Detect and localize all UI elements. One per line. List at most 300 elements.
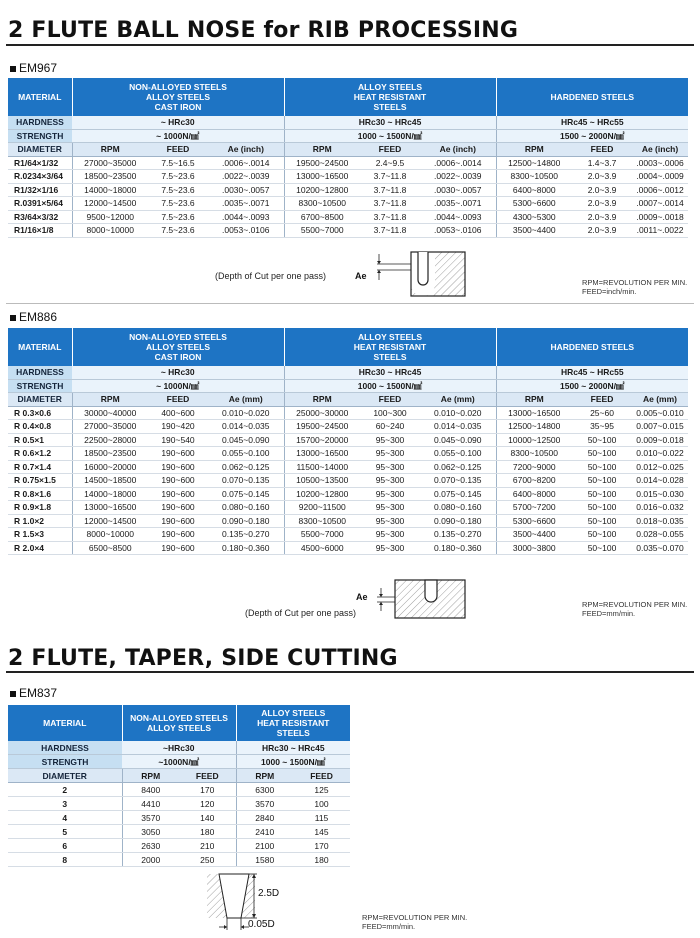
- table-cell: 0.070~0.135: [208, 474, 284, 488]
- table-cell: 1.4~3.7: [572, 156, 632, 170]
- table-cell: 9200~11500: [284, 501, 360, 515]
- diameter-cell: R 0.5×1: [8, 433, 72, 447]
- section1-title: 2 FLUTE BALL NOSE for RIB PROCESSING: [8, 18, 519, 43]
- table-cell: .0006~.0012: [632, 183, 688, 197]
- hardness-value: ~ HRc30: [72, 116, 284, 129]
- section2-note: [582, 600, 687, 618]
- table-cell: 0.010~0.020: [420, 406, 496, 420]
- section1-note: [582, 278, 687, 296]
- hardness-row: [8, 741, 350, 755]
- table-cell: 6700~8500: [284, 210, 360, 224]
- table-cell: 50~100: [572, 447, 632, 461]
- table-cell: 6400~8000: [496, 183, 572, 197]
- table-cell: 95~300: [360, 487, 420, 501]
- diameter-cell: R 0.4×0.8: [8, 420, 72, 434]
- table-cell: 7.5~23.6: [148, 224, 208, 238]
- hardness-label: HARDNESS: [8, 741, 122, 755]
- table-cell: 2.4~9.5: [360, 156, 420, 170]
- column-header: RPM: [284, 393, 360, 407]
- material-label: MATERIAL: [8, 78, 72, 116]
- table-cell: 5500~7000: [284, 224, 360, 238]
- table-cell: 3.7~11.8: [360, 183, 420, 197]
- section1-rule: [6, 44, 694, 46]
- material-group-line: ALLOY STEELS: [145, 342, 211, 352]
- material-group-0: [122, 705, 236, 741]
- table-row: [8, 420, 688, 434]
- hardness-label: HARDNESS: [8, 366, 72, 379]
- table-cell: 170: [179, 783, 236, 797]
- table-cell: 3500~4400: [496, 528, 572, 542]
- table-row: [8, 156, 688, 170]
- table-cell: 5700~7200: [496, 501, 572, 515]
- table-cell: 4410: [122, 797, 179, 811]
- table-row: [8, 783, 350, 797]
- section1-model: [10, 61, 57, 75]
- column-header: FEED: [360, 143, 420, 157]
- material-group-1: [284, 328, 496, 366]
- section1-ae-label: Ae: [355, 271, 367, 281]
- strength-row: [8, 129, 688, 143]
- table-cell: 0.028~0.055: [632, 528, 688, 542]
- table-row: [8, 170, 688, 184]
- table-cell: .0035~.0071: [420, 197, 496, 211]
- table-cell: 10200~12800: [284, 183, 360, 197]
- strength-row: [8, 379, 688, 393]
- table-cell: 0.009~0.018: [632, 433, 688, 447]
- strength-value: 1000 ~ 1500N/㎟: [284, 129, 496, 143]
- column-header: FEED: [148, 143, 208, 157]
- table-cell: 2410: [236, 825, 293, 839]
- diameter-cell: R 1.5×3: [8, 528, 72, 542]
- table-cell: 50~100: [572, 514, 632, 528]
- table-cell: 115: [293, 811, 350, 825]
- table-cell: 27000~35000: [72, 420, 148, 434]
- table-cell: 14000~18000: [72, 183, 148, 197]
- material-group-line: HEAT RESISTANT: [353, 92, 427, 102]
- hardness-value: HRc30 ~ HRc45: [284, 116, 496, 129]
- diameter-cell: R1/16×1/8: [8, 224, 72, 238]
- table-cell: 6400~8000: [496, 487, 572, 501]
- material-group-line: STEELS: [276, 728, 310, 738]
- table-cell: .0009~.0018: [632, 210, 688, 224]
- material-group-0: [72, 78, 284, 116]
- column-header: Ae (inch): [632, 143, 688, 157]
- table-cell: 0.055~0.100: [208, 447, 284, 461]
- table-cell: 25~60: [572, 406, 632, 420]
- table-cell: 7.5~23.6: [148, 197, 208, 211]
- material-group-line: HARDENED STEELS: [550, 342, 635, 352]
- table-row: [8, 210, 688, 224]
- table-cell: 11500~14000: [284, 460, 360, 474]
- table-cell: 0.090~0.180: [420, 514, 496, 528]
- table-cell: 400~600: [148, 406, 208, 420]
- table-cell: 6500~8500: [72, 541, 148, 555]
- table-cell: 250: [179, 853, 236, 867]
- material-group-0: [72, 328, 284, 366]
- column-header: Ae (mm): [208, 393, 284, 407]
- diameter-cell: R 0.7×1.4: [8, 460, 72, 474]
- column-header: FEED: [293, 769, 350, 783]
- table-cell: 3500~4400: [496, 224, 572, 238]
- table-cell: .0006~.0014: [420, 156, 496, 170]
- table-cell: 0.010~0.022: [632, 447, 688, 461]
- material-group-line: NON-ALLOYED STEELS: [130, 713, 228, 723]
- diameter-cell: R 1.0×2: [8, 514, 72, 528]
- table-cell: 12000~14500: [72, 514, 148, 528]
- table-cell: 15700~20000: [284, 433, 360, 447]
- table-cell: 2100: [236, 839, 293, 853]
- table-cell: 3050: [122, 825, 179, 839]
- section3-model: [10, 686, 57, 700]
- column-header: RPM: [236, 769, 293, 783]
- table-cell: 5300~6600: [496, 514, 572, 528]
- table-row: [8, 541, 688, 555]
- column-header-row: [8, 393, 688, 407]
- hardness-row: [8, 116, 688, 129]
- material-header-row: [8, 705, 350, 741]
- table-cell: 18500~23500: [72, 170, 148, 184]
- table-cell: 190~600: [148, 487, 208, 501]
- table-row: [8, 474, 688, 488]
- table-cell: .0022~.0039: [420, 170, 496, 184]
- section2-model-label: EM886: [19, 310, 58, 324]
- table-cell: 8300~10500: [496, 170, 572, 184]
- table-cell: 0.012~0.025: [632, 460, 688, 474]
- table-cell: 50~100: [572, 487, 632, 501]
- column-header: FEED: [360, 393, 420, 407]
- material-group-line: HARDENED STEELS: [550, 92, 635, 102]
- table-cell: 8000~10000: [72, 528, 148, 542]
- table-cell: 8400: [122, 783, 179, 797]
- table-row: [8, 853, 350, 867]
- table-cell: 95~300: [360, 514, 420, 528]
- table-cell: 0.180~0.360: [208, 541, 284, 555]
- table-cell: 3.7~11.8: [360, 170, 420, 184]
- table-cell: .0006~.0014: [208, 156, 284, 170]
- table-cell: 0.015~0.030: [632, 487, 688, 501]
- em837-table: [8, 705, 350, 867]
- table-row: [8, 797, 350, 811]
- table-cell: 0.062~0.125: [420, 460, 496, 474]
- table-cell: 0.014~0.035: [208, 420, 284, 434]
- table-row: [8, 197, 688, 211]
- column-header-row: [8, 769, 350, 783]
- table-row: [8, 406, 688, 420]
- strength-value: ~ 1000N/㎟: [72, 129, 284, 143]
- table-row: [8, 224, 688, 238]
- table-cell: 7.5~23.6: [148, 210, 208, 224]
- column-header: Ae (mm): [632, 393, 688, 407]
- section1-rib-diagram: [373, 250, 473, 300]
- table-cell: 120: [179, 797, 236, 811]
- table-cell: 3000~3800: [496, 541, 572, 555]
- table-cell: 190~600: [148, 447, 208, 461]
- table-cell: 0.080~0.160: [208, 501, 284, 515]
- column-header: FEED: [179, 769, 236, 783]
- table-cell: 95~300: [360, 501, 420, 515]
- table-row: [8, 183, 688, 197]
- diameter-cell: R3/64×3/32: [8, 210, 72, 224]
- table-cell: 95~300: [360, 433, 420, 447]
- table-cell: 6700~8200: [496, 474, 572, 488]
- table-cell: 180: [293, 853, 350, 867]
- table-cell: .0035~.0071: [208, 197, 284, 211]
- table-cell: 190~540: [148, 433, 208, 447]
- diameter-label: DIAMETER: [8, 769, 122, 783]
- table-row: [8, 811, 350, 825]
- table-cell: 12500~14800: [496, 156, 572, 170]
- table-cell: 3.7~11.8: [360, 224, 420, 238]
- table-cell: 7.5~16.5: [148, 156, 208, 170]
- table-cell: 2000: [122, 853, 179, 867]
- table-row: [8, 839, 350, 853]
- section2-note-feed: FEED=mm/min.: [582, 609, 636, 618]
- table-cell: 7.5~23.6: [148, 170, 208, 184]
- table-cell: .0053~.0106: [208, 224, 284, 238]
- table-row: [8, 514, 688, 528]
- hardness-row: [8, 366, 688, 379]
- table-cell: 0.075~0.145: [208, 487, 284, 501]
- table-cell: 12500~14800: [496, 420, 572, 434]
- section2-rib-diagram: [373, 578, 473, 620]
- strength-row: [8, 755, 350, 769]
- table-cell: .0044~.0093: [420, 210, 496, 224]
- table-cell: 8300~10500: [496, 447, 572, 461]
- table-cell: 190~420: [148, 420, 208, 434]
- table-cell: 0.062~0.125: [208, 460, 284, 474]
- table-cell: 100: [293, 797, 350, 811]
- table-cell: .0011~.0022: [632, 224, 688, 238]
- table-cell: 180: [179, 825, 236, 839]
- diameter-cell: R 0.6×1.2: [8, 447, 72, 461]
- diameter-cell: 6: [8, 839, 122, 853]
- diameter-label: DIAMETER: [8, 143, 72, 157]
- diameter-cell: R.0234×3/64: [8, 170, 72, 184]
- bullet-square-icon: [10, 315, 16, 321]
- material-group-line: HEAT RESISTANT: [257, 718, 330, 728]
- table-cell: 9500~12000: [72, 210, 148, 224]
- table-cell: 10200~12800: [284, 487, 360, 501]
- table-cell: 10000~12500: [496, 433, 572, 447]
- table-cell: 50~100: [572, 528, 632, 542]
- table-cell: 0.045~0.090: [420, 433, 496, 447]
- table-cell: 13000~16500: [284, 170, 360, 184]
- material-group-line: ALLOY STEELS: [357, 332, 423, 342]
- table-cell: 190~600: [148, 460, 208, 474]
- column-header: FEED: [572, 393, 632, 407]
- hardness-value: ~ HRc30: [72, 366, 284, 379]
- table-row: [8, 433, 688, 447]
- table-cell: 50~100: [572, 541, 632, 555]
- material-group-line: CAST IRON: [154, 102, 202, 112]
- table-cell: 16000~20000: [72, 460, 148, 474]
- diameter-cell: R 2.0×4: [8, 541, 72, 555]
- table-cell: 140: [179, 811, 236, 825]
- table-cell: 13000~16500: [284, 447, 360, 461]
- table-cell: 0.018~0.035: [632, 514, 688, 528]
- material-group-line: ALLOY STEELS: [146, 723, 212, 733]
- diameter-cell: R 0.9×1.8: [8, 501, 72, 515]
- table-cell: 3570: [236, 797, 293, 811]
- table-cell: 0.055~0.100: [420, 447, 496, 461]
- table-cell: 95~300: [360, 541, 420, 555]
- diameter-cell: R 0.3×0.6: [8, 406, 72, 420]
- table-cell: .0030~.0057: [208, 183, 284, 197]
- material-group-2: [496, 328, 688, 366]
- diameter-cell: R 0.75×1.5: [8, 474, 72, 488]
- table-cell: .0007~.0014: [632, 197, 688, 211]
- table-cell: .0022~.0039: [208, 170, 284, 184]
- hardness-value: HRc30 ~ HRc45: [284, 366, 496, 379]
- table-cell: 0.045~0.090: [208, 433, 284, 447]
- bullet-square-icon: [10, 66, 16, 72]
- column-header: RPM: [72, 393, 148, 407]
- table-cell: .0003~.0006: [632, 156, 688, 170]
- bullet-square-icon: [10, 691, 16, 697]
- table-cell: 0.075~0.145: [420, 487, 496, 501]
- table-cell: 6300: [236, 783, 293, 797]
- table-cell: 0.135~0.270: [420, 528, 496, 542]
- table-cell: 0.090~0.180: [208, 514, 284, 528]
- table-cell: 95~300: [360, 528, 420, 542]
- table-cell: 210: [179, 839, 236, 853]
- table-cell: 95~300: [360, 474, 420, 488]
- table-cell: 18500~23500: [72, 447, 148, 461]
- em886-table: [8, 328, 688, 555]
- material-group-line: ALLOY STEELS: [145, 92, 211, 102]
- hardness-value: ~HRc30: [122, 741, 236, 755]
- diameter-cell: R.0391×5/64: [8, 197, 72, 211]
- column-header: Ae (mm): [420, 393, 496, 407]
- table-cell: 5500~7000: [284, 528, 360, 542]
- table-cell: 14500~18500: [72, 474, 148, 488]
- hardness-value: HRc30 ~ HRc45: [236, 741, 350, 755]
- material-group-line: HEAT RESISTANT: [353, 342, 427, 352]
- strength-value: ~1000N/㎟: [122, 755, 236, 769]
- table-cell: 2.0~3.9: [572, 170, 632, 184]
- table-cell: 0.070~0.135: [420, 474, 496, 488]
- section2-note-rpm: RPM=REVOLUTION PER MIN.: [582, 600, 688, 609]
- table-cell: 22500~28000: [72, 433, 148, 447]
- table-cell: 190~600: [148, 528, 208, 542]
- diameter-cell: 2: [8, 783, 122, 797]
- strength-value: 1500 ~ 2000N/㎟: [496, 129, 688, 143]
- material-group-line: ALLOY STEELS: [357, 82, 423, 92]
- strength-label: STRENGTH: [8, 755, 122, 769]
- diameter-cell: 8: [8, 853, 122, 867]
- section3-rule: [6, 671, 694, 673]
- table-cell: 170: [293, 839, 350, 853]
- material-group-line: STEELS: [373, 352, 407, 362]
- section1-bottom-rule: [6, 303, 694, 304]
- table-cell: 1580: [236, 853, 293, 867]
- table-row: [8, 447, 688, 461]
- hardness-value: HRc45 ~ HRc55: [496, 116, 688, 129]
- strength-value: 1500 ~ 2000N/㎟: [496, 379, 688, 393]
- table-cell: 125: [293, 783, 350, 797]
- column-header: FEED: [572, 143, 632, 157]
- table-cell: 95~300: [360, 460, 420, 474]
- section3-model-label: EM837: [19, 686, 58, 700]
- table-cell: 0.010~0.020: [208, 406, 284, 420]
- section1-note-feed: FEED=inch/min.: [582, 287, 637, 296]
- table-cell: 0.080~0.160: [420, 501, 496, 515]
- column-header: RPM: [496, 393, 572, 407]
- table-cell: 14000~18000: [72, 487, 148, 501]
- table-cell: 27000~35000: [72, 156, 148, 170]
- section1-depth-caption: (Depth of Cut per one pass): [215, 271, 327, 281]
- column-header: RPM: [496, 143, 572, 157]
- table-cell: .0004~.0009: [632, 170, 688, 184]
- table-cell: 8000~10000: [72, 224, 148, 238]
- material-group-1: [284, 78, 496, 116]
- table-cell: 50~100: [572, 433, 632, 447]
- section1-model-label: EM967: [19, 61, 58, 75]
- diameter-cell: R1/32×1/16: [8, 183, 72, 197]
- strength-label: STRENGTH: [8, 129, 72, 143]
- material-group-line: CAST IRON: [154, 352, 202, 362]
- column-header: FEED: [148, 393, 208, 407]
- table-cell: 8300~10500: [284, 197, 360, 211]
- table-cell: 190~600: [148, 474, 208, 488]
- table-cell: 2.0~3.9: [572, 210, 632, 224]
- table-cell: 13000~16500: [496, 406, 572, 420]
- table-cell: .0030~.0057: [420, 183, 496, 197]
- table-cell: 35~95: [572, 420, 632, 434]
- table-cell: .0053~.0106: [420, 224, 496, 238]
- column-header: RPM: [122, 769, 179, 783]
- table-cell: 0.135~0.270: [208, 528, 284, 542]
- table-row: [8, 460, 688, 474]
- material-header-row: [8, 78, 688, 116]
- column-header-row: [8, 143, 688, 157]
- table-cell: 0.016~0.032: [632, 501, 688, 515]
- table-cell: 8300~10500: [284, 514, 360, 528]
- table-cell: 50~100: [572, 501, 632, 515]
- table-cell: 145: [293, 825, 350, 839]
- table-cell: 13000~16500: [72, 501, 148, 515]
- column-header: Ae (inch): [420, 143, 496, 157]
- table-cell: 7200~9000: [496, 460, 572, 474]
- table-cell: 7.5~23.6: [148, 183, 208, 197]
- section3-dim-width: 0.05D: [248, 919, 275, 930]
- table-cell: 2840: [236, 811, 293, 825]
- strength-value: 1000 ~ 1500N/㎟: [236, 755, 350, 769]
- material-group-line: NON-ALLOYED STEELS: [129, 332, 227, 342]
- strength-label: STRENGTH: [8, 379, 72, 393]
- section3-note: [362, 913, 467, 931]
- section2-ae-label: Ae: [356, 592, 368, 602]
- diameter-cell: R1/64×1/32: [8, 156, 72, 170]
- table-cell: 19500~24500: [284, 420, 360, 434]
- em967-table: [8, 78, 688, 238]
- diameter-label: DIAMETER: [8, 393, 72, 407]
- section3-dim-length: 2.5D: [258, 888, 280, 899]
- table-cell: 12000~14500: [72, 197, 148, 211]
- table-cell: 2630: [122, 839, 179, 853]
- table-cell: 0.014~0.035: [420, 420, 496, 434]
- table-cell: 2.0~3.9: [572, 183, 632, 197]
- table-cell: 0.035~0.070: [632, 541, 688, 555]
- section3-note-feed: FEED=mm/min.: [362, 922, 416, 931]
- table-row: [8, 487, 688, 501]
- table-cell: 4500~6000: [284, 541, 360, 555]
- table-cell: 2.0~3.9: [572, 197, 632, 211]
- table-row: [8, 825, 350, 839]
- table-cell: 3.7~11.8: [360, 210, 420, 224]
- diameter-cell: 4: [8, 811, 122, 825]
- section2-depth-caption: (Depth of Cut per one pass): [245, 608, 357, 618]
